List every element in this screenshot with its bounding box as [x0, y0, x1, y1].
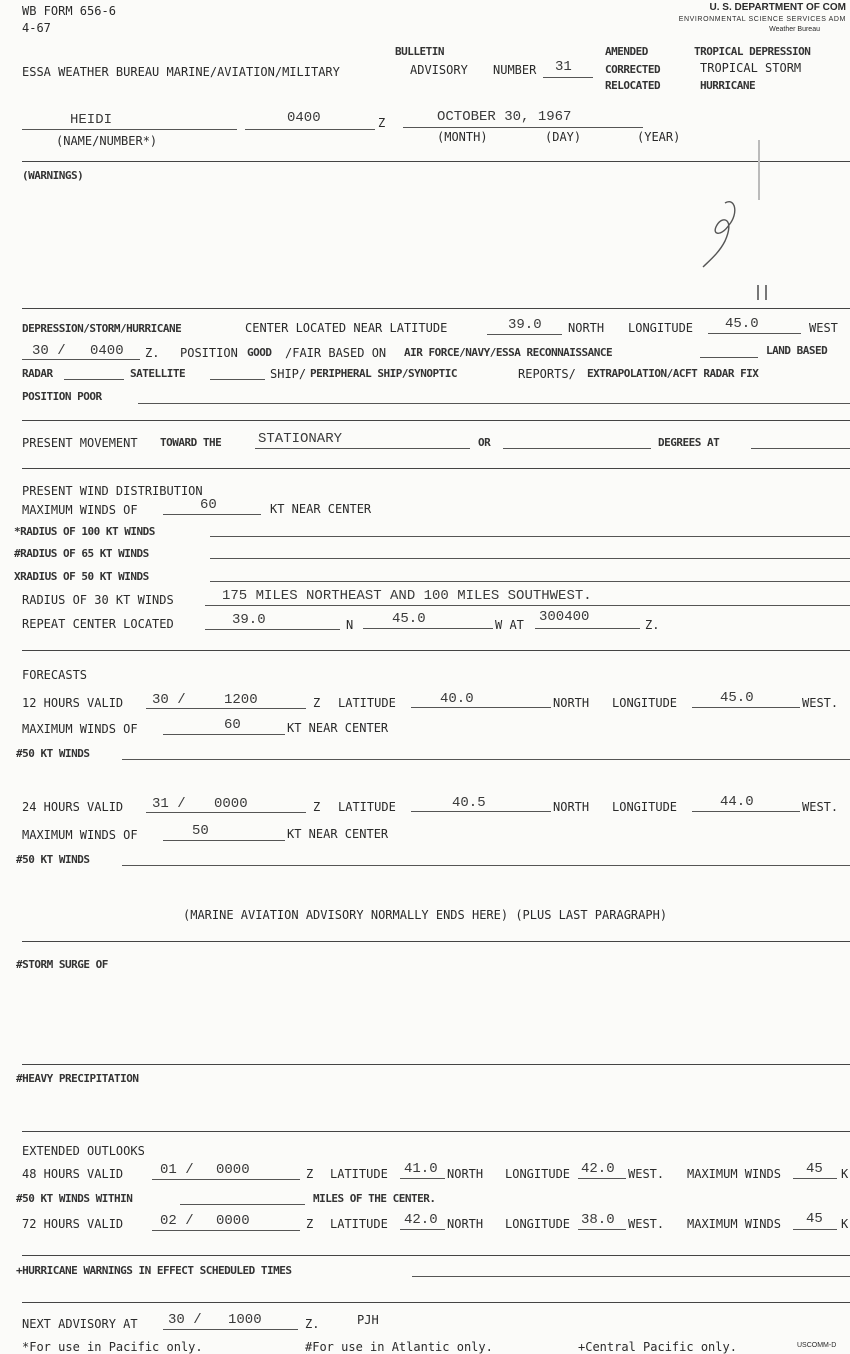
or-struck: OR [478, 436, 491, 449]
radius-30kt-value: 175 MILES NORTHEAST AND 100 MILES SOUTHWEST. [222, 588, 592, 604]
f12-max-label: MAXIMUM WINDS OF [22, 722, 138, 736]
depression-struck: DEPRESSION/STORM/HURRICANE [22, 322, 182, 335]
f12-50kt-struck: #50 KT WINDS [16, 747, 90, 760]
satellite-struck: SATELLITE [130, 367, 186, 380]
hurricane-struck: HURRICANE [700, 79, 756, 92]
f24-day: 31 / [152, 796, 186, 812]
reports-label: REPORTS/ [518, 367, 576, 381]
forecasts-title: FORECASTS [22, 668, 88, 682]
repeat-longitude: 45.0 [392, 611, 426, 627]
f12-latitude: 40.0 [440, 691, 474, 707]
h72-time: 0000 [216, 1213, 250, 1229]
footnote-central-pacific: +Central Pacific only. [578, 1340, 737, 1354]
year-caption: (YEAR) [637, 130, 681, 144]
form-id: WB FORM 656-6 [22, 4, 116, 18]
h72-z: Z [306, 1217, 314, 1231]
advisory-number: 31 [555, 59, 572, 75]
peripheral-ship-struck: PERIPHERAL SHIP/SYNOPTIC [310, 367, 457, 380]
month-caption: (MONTH) [437, 130, 488, 144]
header-line-left: ESSA WEATHER BUREAU MARINE/AVIATION/MILITARY [22, 65, 340, 79]
margin-bar-2 [765, 285, 767, 300]
present-movement-label: PRESENT MOVEMENT [22, 436, 138, 450]
h48-latitude-label: LATITUDE [330, 1167, 388, 1181]
miles-of-center-struck: MILES OF THE CENTER. [313, 1192, 436, 1205]
h72-longitude: 38.0 [581, 1212, 615, 1228]
position-label: POSITION [180, 346, 238, 360]
dept-subtitle-2: Weather Bureau [769, 26, 820, 33]
h72-north: NORTH [447, 1217, 484, 1231]
name-caption: (NAME/NUMBER*) [56, 134, 158, 148]
radius-65kt-struck: #RADIUS OF 65 KT WINDS [14, 547, 149, 560]
advisory-label: ADVISORY [410, 63, 468, 77]
good-struck: GOOD [247, 346, 272, 359]
toward-the-struck: TOWARD THE [160, 436, 222, 449]
f24-west: WEST. [802, 800, 839, 814]
footnote-atlantic: #For use in Atlantic only. [305, 1340, 493, 1354]
h48-day: 01 / [160, 1162, 194, 1178]
repeat-latitude: 39.0 [232, 612, 266, 628]
degrees-at-struck: DEGREES AT [658, 436, 720, 449]
center-latitude: 39.0 [508, 317, 542, 333]
next-advisory-time: 1000 [228, 1312, 262, 1328]
footnote-pacific: *For use in Pacific only. [22, 1340, 203, 1354]
wind-distribution-title: PRESENT WIND DISTRIBUTION [22, 484, 203, 498]
h48-z: Z [306, 1167, 314, 1181]
tropical-depression-struck: TROPICAL DEPRESSION [694, 45, 811, 58]
h48-longitude-label: LONGITUDE [505, 1167, 571, 1181]
position-poor-struck: POSITION POOR [22, 390, 102, 403]
max-winds-label: MAXIMUM WINDS OF [22, 503, 138, 517]
h72-max-label: MAXIMUM WINDS [687, 1217, 781, 1231]
north-label: NORTH [568, 321, 605, 335]
f24-max-label: MAXIMUM WINDS OF [22, 828, 138, 842]
radius-30kt-label: RADIUS OF 30 KT WINDS [22, 593, 174, 607]
storm-surge-struck: #STORM SURGE OF [16, 958, 108, 971]
footnote-code: USCOMM-D [797, 1342, 837, 1349]
max-winds-value: 60 [200, 497, 217, 513]
h48-label: 48 HOURS VALID [22, 1167, 124, 1181]
form-date: 4-67 [22, 21, 51, 35]
dept-subtitle: ENVIRONMENTAL SCIENCE SERVICES ADM [678, 16, 846, 23]
hurricane-warnings-struck: +HURRICANE WARNINGS IN EFFECT SCHEDULED TIMES [16, 1264, 292, 1277]
f12-north: NORTH [553, 696, 590, 710]
position-z: Z. [145, 346, 160, 360]
marine-aviation-note: (MARINE AVIATION ADVISORY NORMALLY ENDS HERE) (PLUS LAST PARAGRAPH) [183, 908, 668, 922]
extended-outlooks-title: EXTENDED OUTLOOKS [22, 1144, 145, 1158]
h72-label: 72 HOURS VALID [22, 1217, 124, 1231]
forecaster-initials: PJH [357, 1313, 379, 1327]
h72-latitude-label: LATITUDE [330, 1217, 388, 1231]
f12-kt-near: KT NEAR CENTER [287, 721, 389, 735]
h72-max-value: 45 [806, 1211, 823, 1227]
radius-50kt-struck: XRADIUS OF 50 KT WINDS [14, 570, 149, 583]
h48-max-value: 45 [806, 1161, 823, 1177]
h72-latitude: 42.0 [404, 1212, 438, 1228]
extrapolation-struck: EXTRAPOLATION/ACFT RADAR FIX [587, 367, 759, 380]
next-advisory-day: 30 / [168, 1312, 202, 1328]
f24-z: Z [313, 800, 321, 814]
longitude-label: LONGITUDE [628, 321, 694, 335]
f24-50kt-struck: #50 KT WINDS [16, 853, 90, 866]
f12-day: 30 / [152, 692, 186, 708]
west-label: WEST [809, 321, 838, 335]
f24-north: NORTH [553, 800, 590, 814]
day-caption: (DAY) [545, 130, 582, 144]
h48-west: WEST. [628, 1167, 665, 1181]
h72-day: 02 / [160, 1213, 194, 1229]
f24-latitude-label: LATITUDE [338, 800, 396, 814]
f24-max-value: 50 [192, 823, 209, 839]
land-based-struck: LAND BASED [766, 344, 828, 357]
h72-k: K [841, 1217, 849, 1231]
number-label: NUMBER [493, 63, 537, 77]
storm-name: HEIDI [70, 112, 113, 128]
f12-time: 1200 [224, 692, 258, 708]
margin-stamp-mark [758, 140, 760, 200]
tropical-storm-label: TROPICAL STORM [700, 61, 802, 75]
center-located-label: CENTER LOCATED NEAR LATITUDE [245, 321, 448, 335]
f12-longitude: 45.0 [720, 690, 754, 706]
ship-label: SHIP/ [270, 367, 307, 381]
relocated-struck: RELOCATED [605, 79, 661, 92]
repeat-n-label: N [346, 618, 354, 632]
f12-label: 12 HOURS VALID [22, 696, 124, 710]
f24-longitude-label: LONGITUDE [612, 800, 678, 814]
handwritten-initial-mark [695, 195, 745, 275]
f12-longitude-label: LONGITUDE [612, 696, 678, 710]
repeat-time: 300400 [539, 609, 590, 625]
radius-100kt-struck: *RADIUS OF 100 KT WINDS [14, 525, 155, 538]
bulletin-struck: BULLETIN [395, 45, 444, 58]
repeat-w-at-label: W AT [495, 618, 524, 632]
radar-struck: RADAR [22, 367, 53, 380]
corrected-struck: CORRECTED [605, 63, 661, 76]
f12-latitude-label: LATITUDE [338, 696, 396, 710]
f24-longitude: 44.0 [720, 794, 754, 810]
f24-latitude: 40.5 [452, 795, 486, 811]
f12-max-value: 60 [224, 717, 241, 733]
f24-time: 0000 [214, 796, 248, 812]
repeat-center-label: REPEAT CENTER LOCATED [22, 617, 174, 631]
fair-based-on-label: /FAIR BASED ON [285, 346, 387, 360]
h48-latitude: 41.0 [404, 1161, 438, 1177]
h72-longitude-label: LONGITUDE [505, 1217, 571, 1231]
amended-struck: AMENDED [605, 45, 648, 58]
h48-k: K [841, 1167, 849, 1181]
center-longitude: 45.0 [725, 316, 759, 332]
present-movement-value: STATIONARY [258, 431, 343, 447]
h48-time: 0000 [216, 1162, 250, 1178]
h48-longitude: 42.0 [581, 1161, 615, 1177]
h48-north: NORTH [447, 1167, 484, 1181]
h48-max-label: MAXIMUM WINDS [687, 1167, 781, 1181]
f24-kt-near: KT NEAR CENTER [287, 827, 389, 841]
advisory-date: OCTOBER 30, 1967 [437, 109, 572, 125]
f12-west: WEST. [802, 696, 839, 710]
dept-title: U. S. DEPARTMENT OF COM [709, 2, 846, 13]
f12-z: Z [313, 696, 321, 710]
f24-label: 24 HOURS VALID [22, 800, 124, 814]
next-advisory-z: Z. [305, 1317, 320, 1331]
position-time: 0400 [90, 343, 124, 359]
kt-near-center-label: KT NEAR CENTER [270, 502, 372, 516]
position-day: 30 / [32, 343, 66, 359]
reconnaissance-struck: AIR FORCE/NAVY/ESSA RECONNAISSANCE [404, 346, 613, 359]
margin-bar-1 [757, 285, 759, 300]
repeat-z-label: Z. [645, 618, 660, 632]
50kt-within-struck: #50 KT WINDS WITHIN [16, 1192, 133, 1205]
advisory-time: 0400 [287, 110, 321, 126]
h72-west: WEST. [628, 1217, 665, 1231]
z-label: Z [378, 116, 386, 130]
next-advisory-label: NEXT ADVISORY AT [22, 1317, 138, 1331]
warnings-struck: (WARNINGS) [22, 169, 84, 182]
heavy-precipitation-struck: #HEAVY PRECIPITATION [16, 1072, 139, 1085]
